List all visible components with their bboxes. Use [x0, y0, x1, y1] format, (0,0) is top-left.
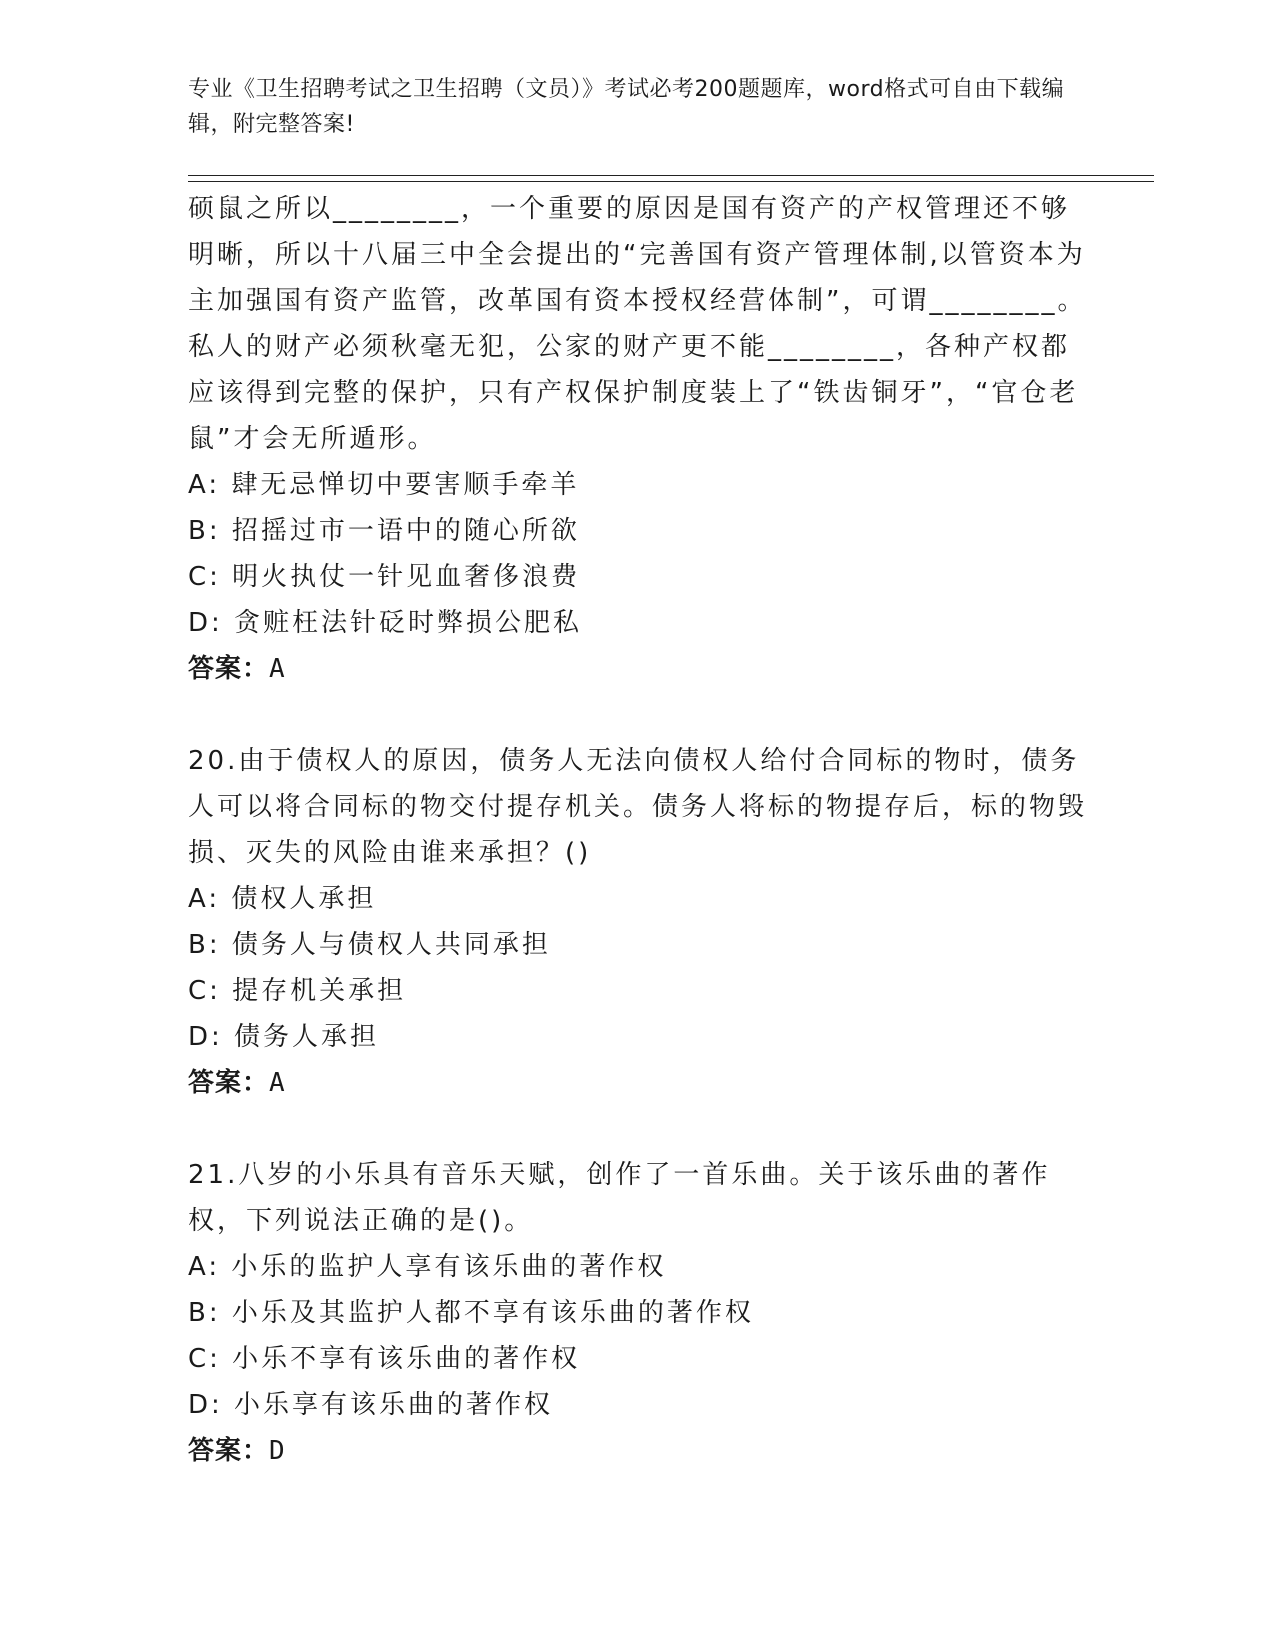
- option-b: B: 债务人与债权人共同承担: [188, 930, 551, 960]
- question-item: [188, 1152, 1088, 1474]
- question-stem: 21.八岁的小乐具有音乐天赋，创作了一首乐曲。关于该乐曲的著作权，下列说法正确的是()。: [188, 1160, 1051, 1236]
- answer-value: D: [269, 1436, 286, 1466]
- answer-line: [188, 646, 1088, 692]
- question-item: [188, 738, 1088, 1106]
- option-d: D: 贪赃枉法针砭时弊损公肥私: [188, 608, 583, 638]
- option-a: A: 小乐的监护人享有该乐曲的著作权: [188, 1252, 667, 1282]
- question-list: [188, 186, 1088, 1474]
- option-c: C: 小乐不享有该乐曲的著作权: [188, 1344, 581, 1374]
- answer-label: 答案：: [188, 1436, 270, 1466]
- question-stem: 硕鼠之所以________，一个重要的原因是国有资产的产权管理还不够明晰，所以十八届三中全会提出的“完善国有资产管理体制,以管资本为主加强国有资产监管，改革国有资本授权经营体制”，可谓________。私人的财产必须秋毫无犯，公家的财产更不能________，各种产权都应该得到完整的保护，只有产权保护制度装上了“铁齿铜牙”，“官仓老鼠”才会无所遁形。: [188, 194, 1087, 454]
- answer-value: A: [269, 1068, 286, 1098]
- question-stem: 20.由于债权人的原因，债务人无法向债权人给付合同标的物时，债务人可以将合同标的物交付提存机关。债务人将标的物提存后，标的物毁损、灭失的风险由谁来承担？(): [188, 746, 1088, 868]
- answer-label: 答案：: [188, 654, 270, 684]
- header-divider-bottom: [188, 181, 1154, 182]
- document-header: 专业《卫生招聘考试之卫生招聘（文员）》考试必考200题题库，word格式可自由下载编辑，附完整答案!: [188, 77, 1065, 137]
- option-b: B: 招摇过市一语中的随心所欲: [188, 516, 580, 546]
- option-a: A: 债权人承担: [188, 884, 377, 914]
- option-a: A: 肆无忌惮切中要害顺手牵羊: [188, 470, 580, 500]
- answer-label: 答案：: [188, 1068, 270, 1098]
- option-d: D: 债务人承担: [188, 1022, 380, 1052]
- option-b: B: 小乐及其监护人都不享有该乐曲的著作权: [188, 1298, 754, 1328]
- header-divider-top: [188, 175, 1154, 176]
- option-c: C: 提存机关承担: [188, 976, 407, 1006]
- answer-line: [188, 1428, 1088, 1474]
- answer-value: A: [269, 654, 286, 684]
- question-item: [188, 186, 1088, 692]
- option-d: D: 小乐享有该乐曲的著作权: [188, 1390, 554, 1420]
- option-c: C: 明火执仗一针见血奢侈浪费: [188, 562, 581, 592]
- answer-line: [188, 1060, 1088, 1106]
